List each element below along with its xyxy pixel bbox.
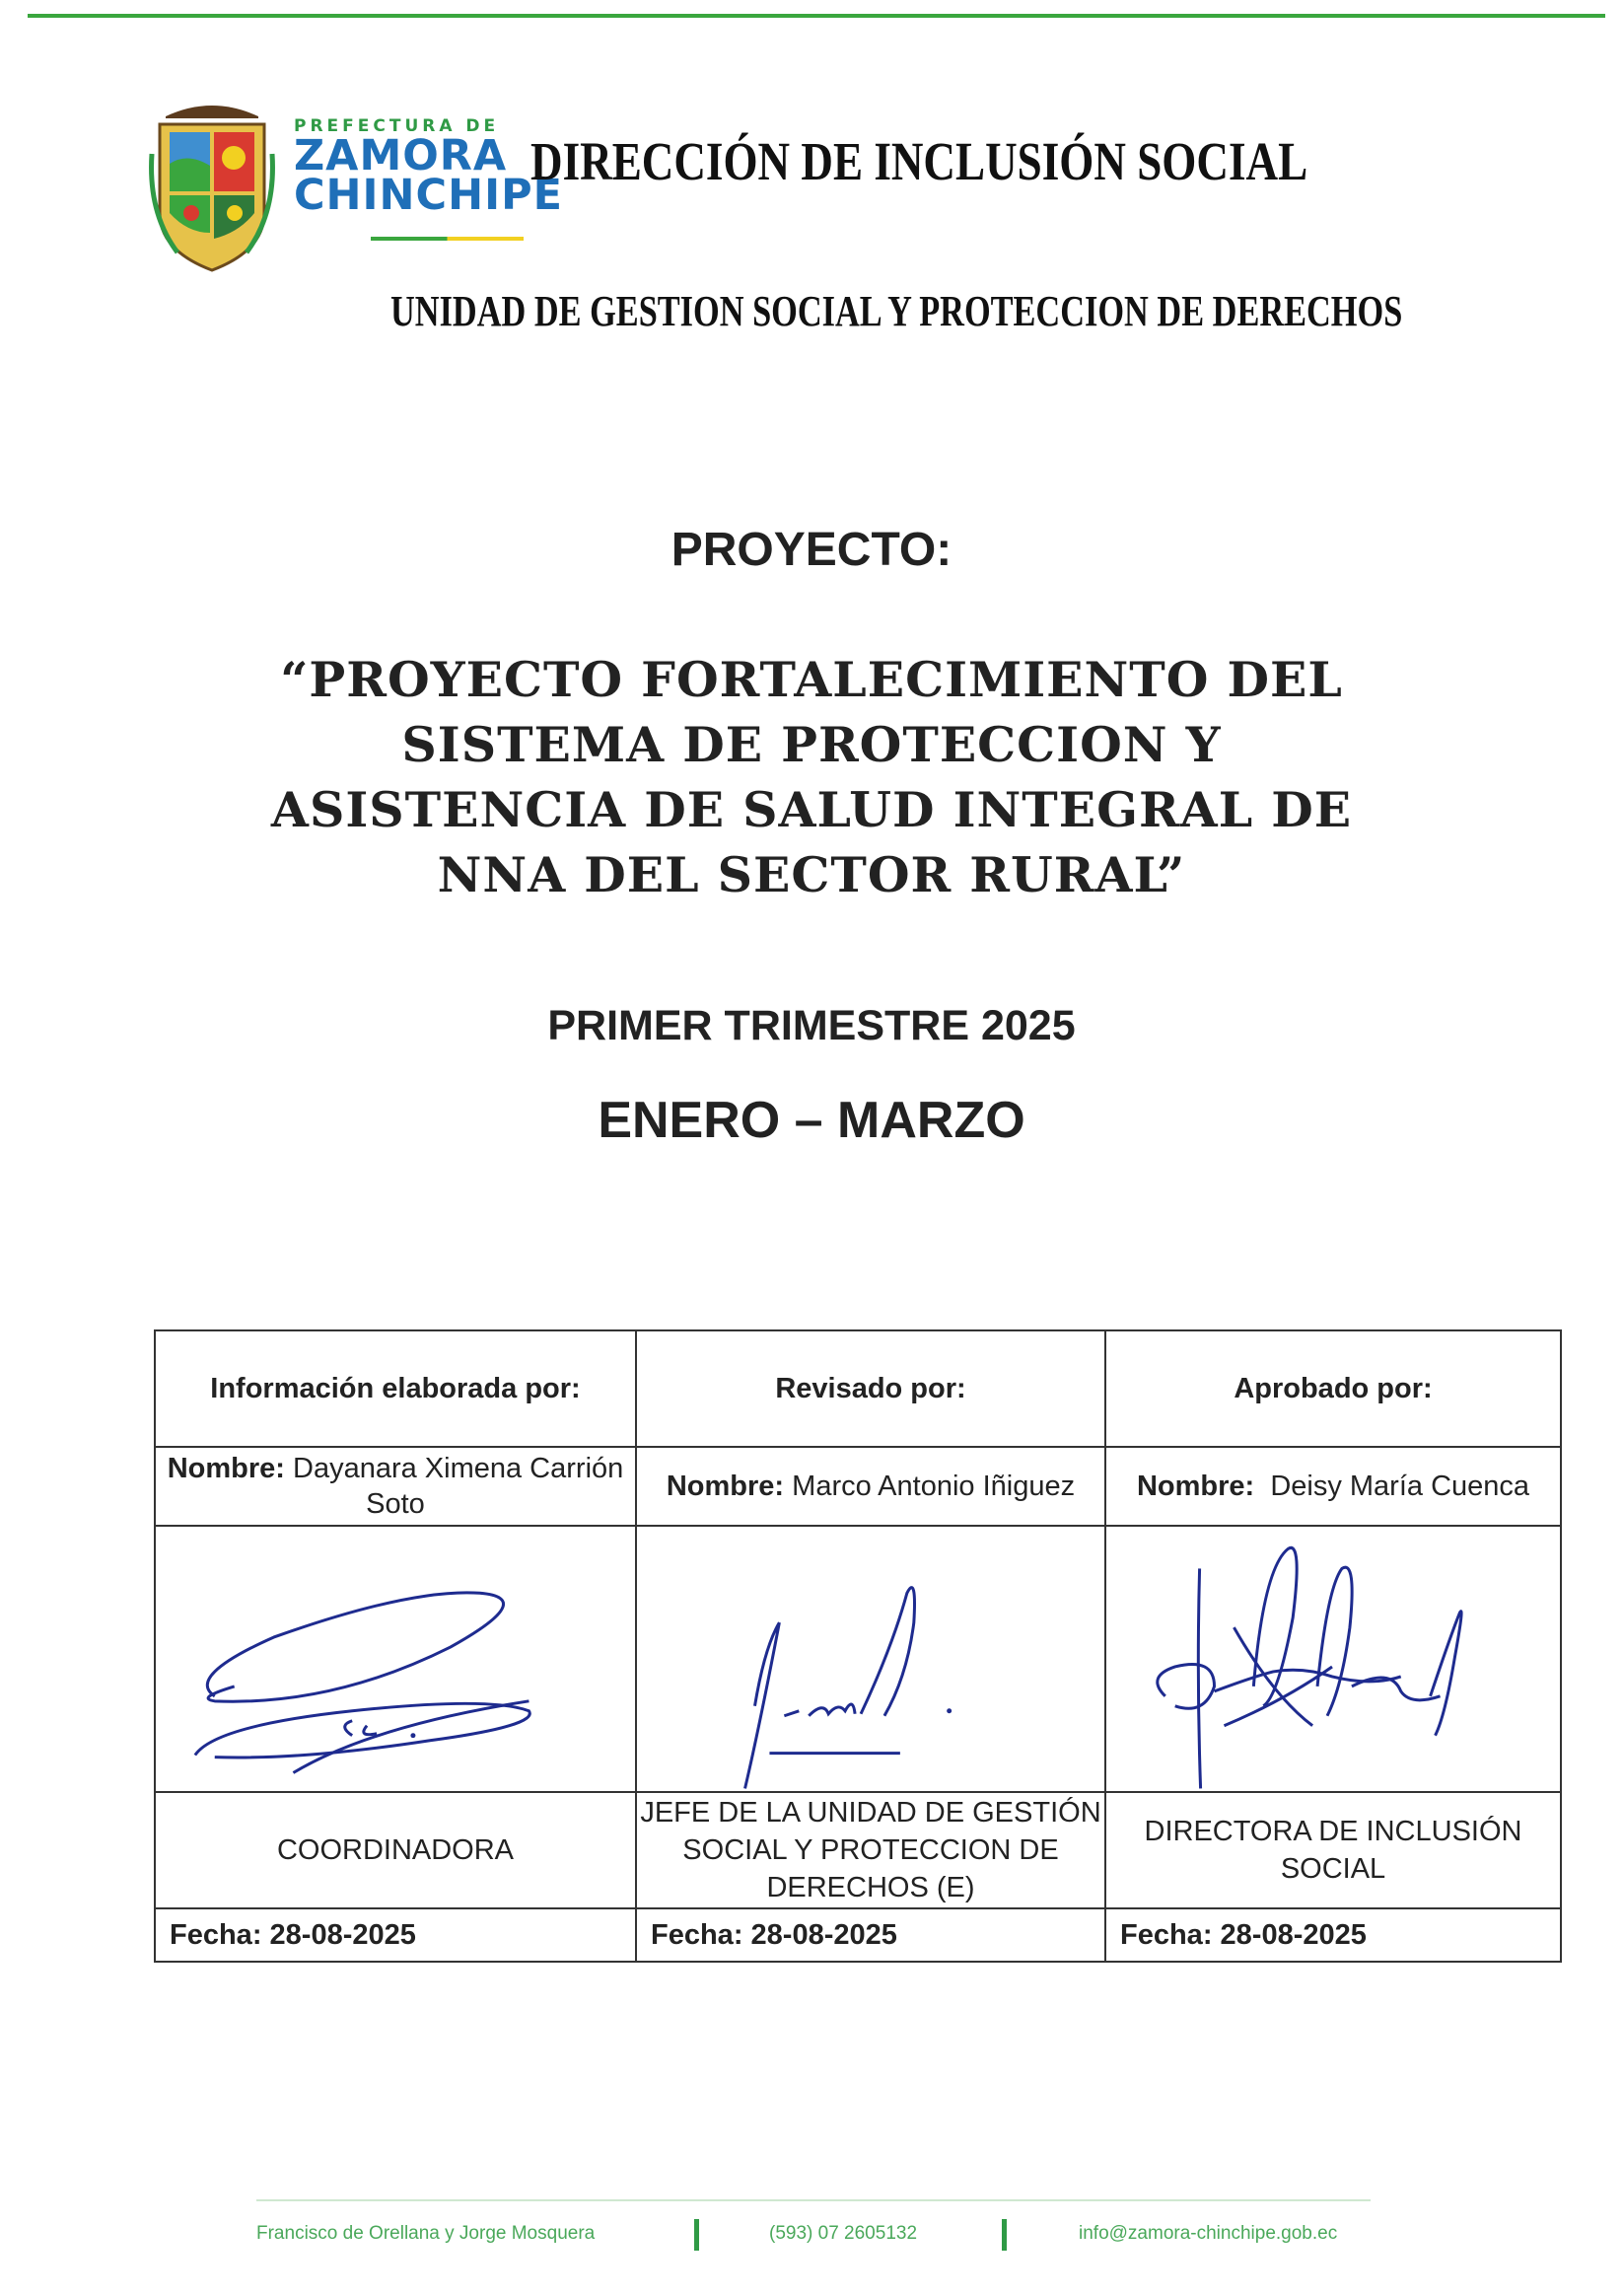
name-cell [155,1447,636,1526]
table-row [155,1330,1561,1447]
prefecture-coat-of-arms-icon [148,95,276,278]
project-title: “PROYECTO FORTALECIMIENTO DEL SISTEMA DE PROTECCION Y ASISTENCIA DE SALUD INTEGRAL DE NNA DEL SECTOR RURAL” [270,651,1353,903]
logo-line-2: CHINCHIPE [294,171,563,220]
table-row [155,1447,1561,1526]
role-cell: JEFE DE LA UNIDAD DE GESTIÓN SOCIAL Y PROTECCION DE DERECHOS (E) [636,1792,1105,1908]
name-label: Nombre: [167,1453,285,1484]
direction-title: DIRECCIÓN DE INCLUSIÓN SOCIAL [530,131,1308,191]
logo-small-text: PREFECTURA DE [294,116,500,136]
signature-table [154,1329,1562,1963]
name-value: Deisy María Cuenca [1270,1471,1530,1502]
signature-cell [155,1526,636,1792]
role-cell: COORDINADORA [155,1792,636,1908]
date-cell: Fecha: 28-08-2025 [1105,1908,1561,1962]
table-row [155,1908,1561,1962]
footer-email: info@zamora-chinchipe.gob.ec [1079,2223,1338,2244]
name-value: Dayanara Ximena Carrión Soto [293,1453,624,1520]
footer-phone: (593) 07 2605132 [769,2223,918,2244]
footer-separator [694,2219,699,2251]
logo-underline [371,237,524,241]
top-green-rule [28,14,1605,18]
prefecture-wordmark [294,116,563,220]
project-label: PROYECTO: [670,524,953,576]
handwritten-signature-2 [637,1529,1104,1789]
period-months: ENERO – MARZO [598,1092,1025,1149]
date-cell: Fecha: 28-08-2025 [155,1908,636,1962]
header-cell-elaborated: Información elaborada por: [155,1330,636,1447]
signature-cell [636,1526,1105,1792]
footer-rule [256,2199,1371,2201]
unit-title: UNIDAD DE GESTION SOCIAL Y PROTECCION DE DERECHOS [390,287,1403,335]
handwritten-signature-1 [156,1529,635,1789]
footer-separator [1002,2219,1007,2251]
logo-line-1: ZAMORA [294,131,508,180]
name-cell [636,1447,1105,1526]
handwritten-signature-3 [1106,1529,1560,1789]
name-value: Marco Antonio Iñiguez [792,1471,1076,1502]
period-quarter: PRIMER TRIMESTRE 2025 [547,1002,1076,1049]
footer-address: Francisco de Orellana y Jorge Mosquera [256,2223,596,2244]
role-cell: DIRECTORA DE INCLUSIÓN SOCIAL [1105,1792,1561,1908]
name-label: Nombre: [666,1471,785,1502]
name-label: Nombre: [1136,1471,1255,1502]
table-row [155,1792,1561,1908]
date-cell: Fecha: 28-08-2025 [636,1908,1105,1962]
header-cell-approved: Aprobado por: [1105,1330,1561,1447]
signature-cell [1105,1526,1561,1792]
table-row [155,1526,1561,1792]
header-cell-reviewed: Revisado por: [636,1330,1105,1447]
name-cell [1105,1447,1561,1526]
